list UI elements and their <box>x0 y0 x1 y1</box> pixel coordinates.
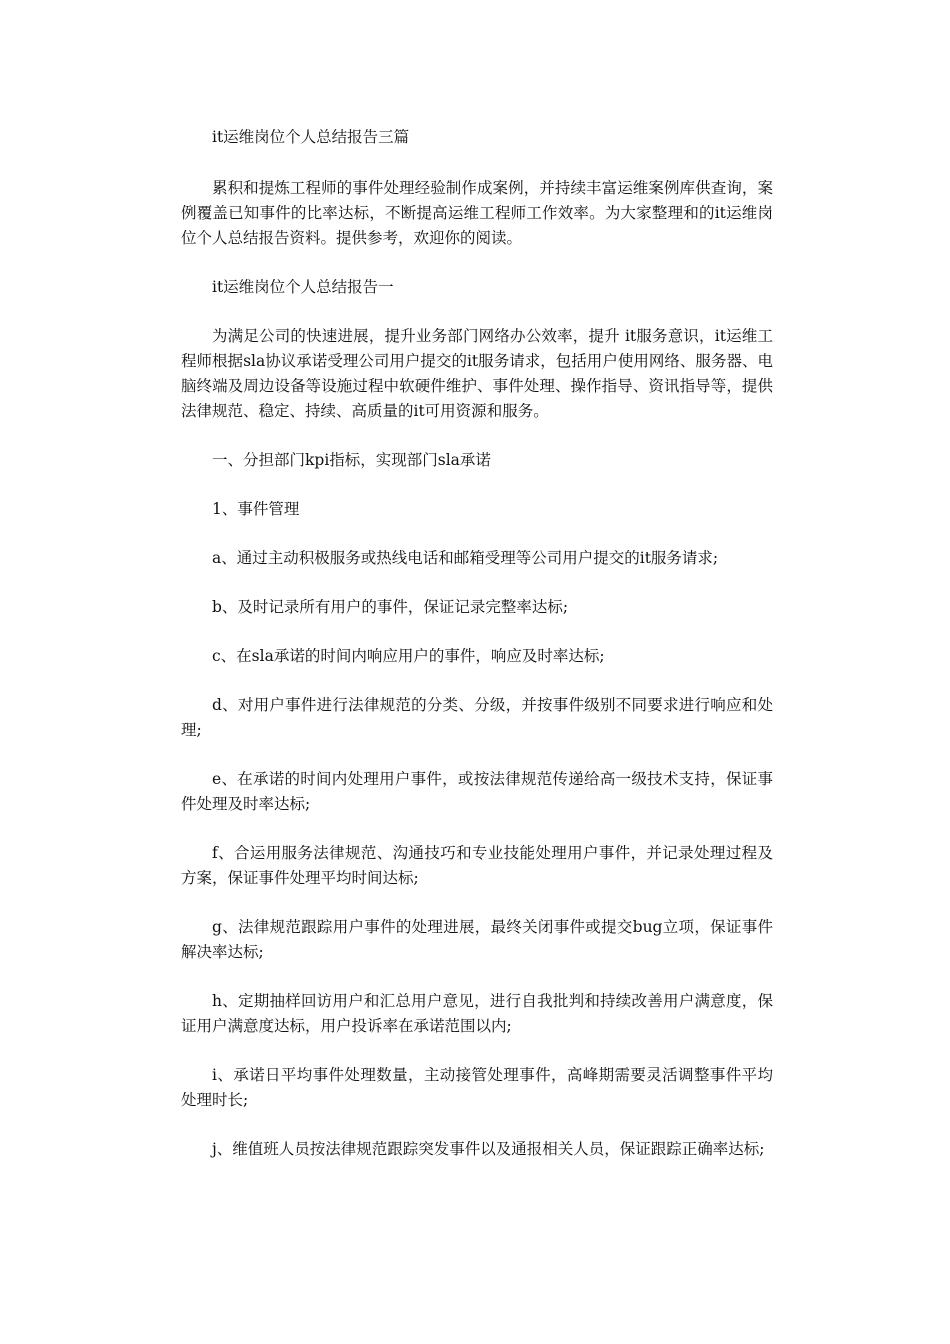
subsection-heading: 1、事件管理 <box>212 500 300 518</box>
list-item-a: a、通过主动积极服务或热线电话和邮箱受理等公司用户提交的it服务请求; <box>212 549 719 567</box>
list-item-f: f、合运用服务法律规范、沟通技巧和专业技能处理用户事件，并记录处理过程及方案，保证事件处理平均时间达标; <box>181 844 773 887</box>
list-item-b: b、及时记录所有用户的事件，保证记录完整率达标; <box>212 598 569 616</box>
list-item-i: i、承诺日平均事件处理数量，主动接管处理事件，高峰期需要灵活调整事件平均处理时长; <box>181 1066 773 1109</box>
list-item-h: h、定期抽样回访用户和汇总用户意见，进行自我批判和持续改善用户满意度，保证用户满意度达标，用户投诉率在承诺范围以内; <box>181 992 773 1035</box>
list-item-d: d、对用户事件进行法律规范的分类、分级，并按事件级别不同要求进行响应和处理; <box>181 696 773 739</box>
document-title: it运维岗位个人总结报告三篇 <box>212 128 410 146</box>
list-item-j: j、维值班人员按法律规范跟踪突发事件以及通报相关人员，保证跟踪正确率达标; <box>212 1140 765 1158</box>
document-page <box>181 125 773 1186</box>
list-item-c: c、在sla承诺的时间内响应用户的事件，响应及时率达标; <box>212 647 605 665</box>
list-item-g: g、法律规范跟踪用户事件的处理进展，最终关闭事件或提交bug立项，保证事件解决率达标; <box>181 918 773 961</box>
body-paragraph: 为满足公司的快速进展，提升业务部门网络办公效率，提升 it服务意识，it运维工程师根据sla协议承诺受理公司用户提交的it服务请求，包括用户使用网络、服务器、电脑终端及周边设备等设施过程中软硬件维护、事件处理、操作指导、资讯指导等，提供法律规范、稳定、持续、高质量的it可用资源和服务。 <box>181 327 773 420</box>
list-item-e: e、在承诺的时间内处理用户事件，或按法律规范传递给高一级技术支持，保证事件处理及时率达标; <box>181 770 773 813</box>
section-heading: 一、分担部门kpi指标，实现部门sla承诺 <box>212 451 491 469</box>
report-heading: it运维岗位个人总结报告一 <box>212 278 394 296</box>
intro-paragraph: 累积和提炼工程师的事件处理经验制作成案例，并持续丰富运维案例库供查询，案例覆盖已知事件的比率达标，不断提高运维工程师工作效率。为大家整理和的it运维岗位个人总结报告资料。提供参考，欢迎你的阅读。 <box>181 179 773 247</box>
